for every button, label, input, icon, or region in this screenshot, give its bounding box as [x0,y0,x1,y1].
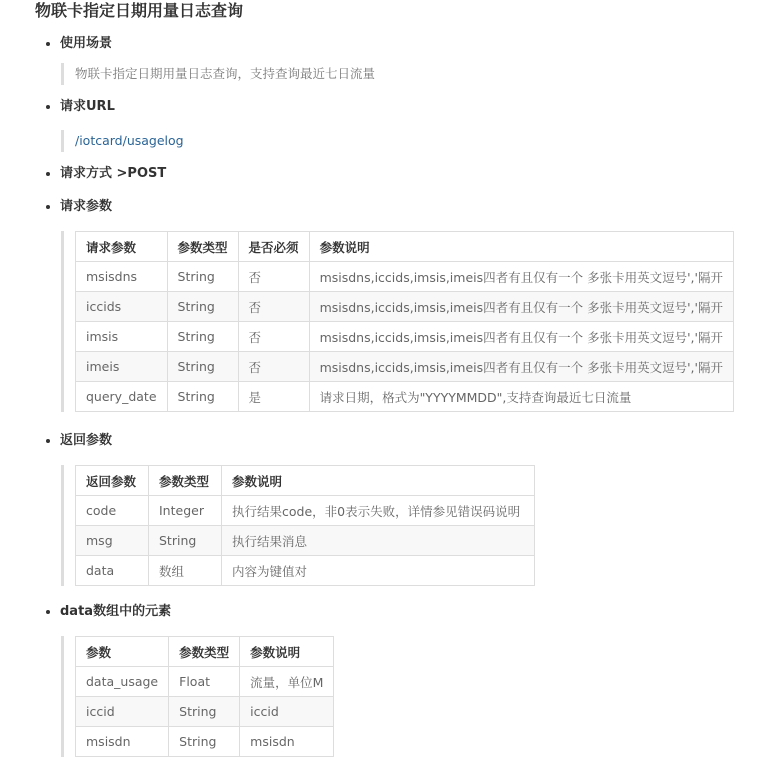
table-row [76,382,734,412]
request-params-cell: String [167,382,238,412]
table-row [76,667,334,697]
request-params-cell: msisdns,iccids,imsis,imeis四者有且仅有一个 多张卡用英文逗号','隔开 [309,262,733,292]
section-heading-data-elements: data数组中的元素 [60,604,172,619]
bullet-method [46,172,50,176]
usage-description [61,63,375,85]
response-params-table [75,465,535,586]
data-elements-table [75,636,334,757]
request-params-cell: String [167,322,238,352]
section-heading-response-params: 返回参数 [60,433,113,448]
request-params-cell: String [167,352,238,382]
request-params-header-row [76,232,734,262]
url-block [61,130,184,152]
table-row [76,556,535,586]
data-elements-cell: msisdn [240,727,334,757]
response-params-cell: data [76,556,149,586]
response-params-cell: String [149,526,222,556]
request-params-column-header: 参数说明 [309,232,733,262]
request-params-cell: 否 [238,292,309,322]
bullet-request-params [46,205,50,209]
response-params-cell: code [76,496,149,526]
request-params-cell: iccids [76,292,168,322]
request-params-cell: msisdns,iccids,imsis,imeis四者有且仅有一个 多张卡用英文逗号','隔开 [309,322,733,352]
request-params-cell: imeis [76,352,168,382]
request-params-cell: msisdns,iccids,imsis,imeis四者有且仅有一个 多张卡用英文逗号','隔开 [309,292,733,322]
response-params-header-row [76,466,535,496]
response-params-cell: 执行结果code，非0表示失败，详情参见错误码说明 [222,496,535,526]
request-params-cell: 否 [238,352,309,382]
response-params-column-header: 参数说明 [222,466,535,496]
data-elements-cell: Float [169,667,240,697]
table-row [76,292,734,322]
data-elements-cell: msisdn [76,727,169,757]
section-heading-url: 请求URL [60,99,115,114]
usage-description-text: 物联卡指定日期用量日志查询，支持查询最近七日流量 [75,66,376,81]
table-row [76,352,734,382]
data-elements-column-header: 参数 [76,637,169,667]
table-row [76,727,334,757]
request-params-column-header: 请求参数 [76,232,168,262]
request-params-cell: 请求日期，格式为"YYYYMMDD",支持查询最近七日流量 [309,382,733,412]
table-row [76,697,334,727]
response-params-column-header: 参数类型 [149,466,222,496]
bullet-usage [46,42,50,46]
data-elements-cell: String [169,727,240,757]
table-row [76,262,734,292]
data-elements-header-row [76,637,334,667]
response-params-column-header: 返回参数 [76,466,149,496]
response-params-cell: Integer [149,496,222,526]
request-params-block [61,231,734,412]
request-params-table [75,231,734,412]
data-elements-cell: data_usage [76,667,169,697]
request-params-cell: imsis [76,322,168,352]
response-params-block [61,465,535,586]
request-params-cell: 是 [238,382,309,412]
request-params-cell: msisdns [76,262,168,292]
request-params-cell: String [167,292,238,322]
request-params-column-header: 参数类型 [167,232,238,262]
data-elements-cell: iccid [76,697,169,727]
data-elements-cell: 流量，单位M [240,667,334,697]
request-params-cell: msisdns,iccids,imsis,imeis四者有且仅有一个 多张卡用英文逗号','隔开 [309,352,733,382]
request-params-cell: 否 [238,322,309,352]
table-row [76,526,535,556]
data-elements-cell: iccid [240,697,334,727]
data-elements-column-header: 参数类型 [169,637,240,667]
response-params-cell: 内容为键值对 [222,556,535,586]
response-params-cell: 数组 [149,556,222,586]
data-elements-block [61,636,334,757]
section-heading-method: 请求方式 >POST [60,166,167,181]
section-heading-usage: 使用场景 [60,36,113,51]
request-params-cell: query_date [76,382,168,412]
response-params-cell: msg [76,526,149,556]
bullet-response-params [46,439,50,443]
data-elements-cell: String [169,697,240,727]
request-params-cell: 否 [238,262,309,292]
request-params-column-header: 是否必须 [238,232,309,262]
table-row [76,496,535,526]
bullet-url [46,105,50,109]
table-row [76,322,734,352]
data-elements-column-header: 参数说明 [240,637,334,667]
request-url-link[interactable]: /iotcard/usagelog [75,133,184,148]
bullet-data-elements [46,610,50,614]
section-heading-request-params: 请求参数 [60,199,113,214]
response-params-cell: 执行结果消息 [222,526,535,556]
request-params-cell: String [167,262,238,292]
page-title: 物联卡指定日期用量日志查询 [35,1,244,20]
